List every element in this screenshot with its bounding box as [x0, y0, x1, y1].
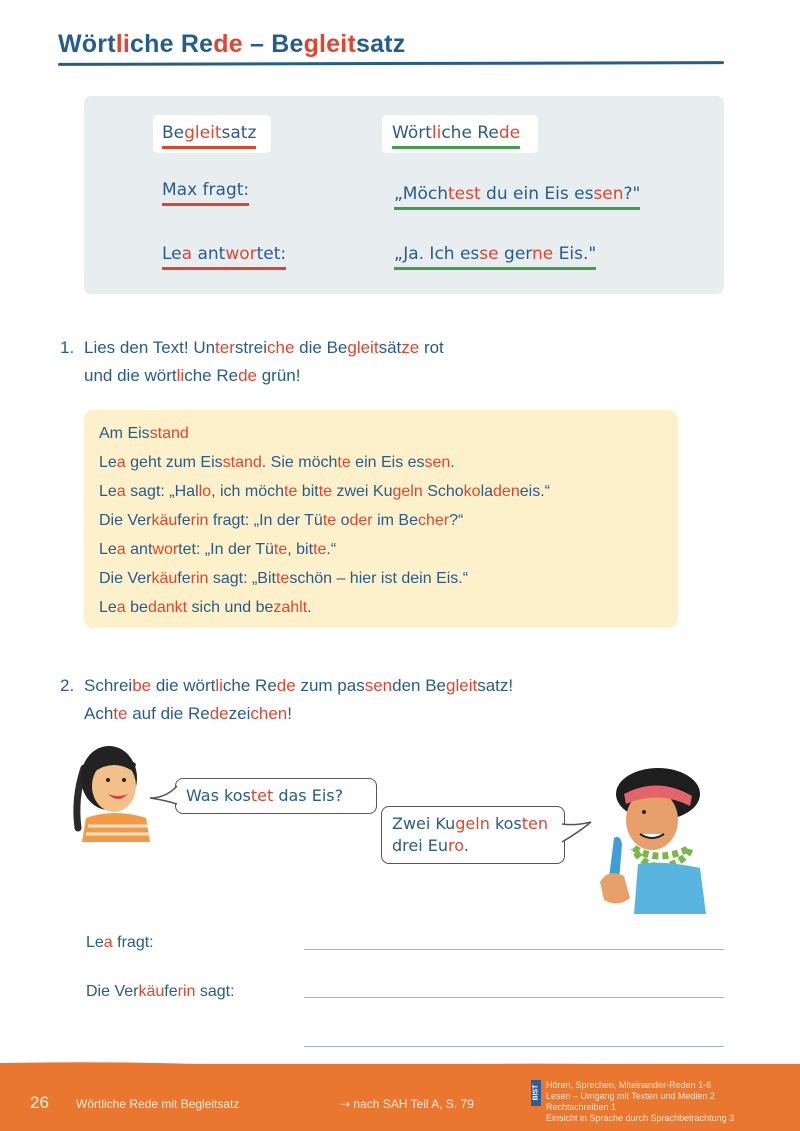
- footer-reference: ⇢ nach SAH Teil A, S. 79: [340, 1097, 474, 1111]
- text: geln: [392, 483, 423, 500]
- text: !: [287, 704, 292, 723]
- text: zahlt: [273, 599, 308, 616]
- text: „Möch: [394, 184, 448, 204]
- text: sagt: „Hal: [125, 483, 199, 500]
- text: Le: [99, 541, 117, 558]
- text: rin: [190, 570, 209, 587]
- text: ant: [125, 541, 153, 558]
- text: te: [318, 483, 333, 500]
- text: Ach: [84, 704, 114, 723]
- text: Scho: [422, 483, 464, 500]
- text: Was kos: [186, 786, 251, 805]
- page-title: [58, 30, 405, 59]
- text: a: [116, 483, 126, 500]
- text: se: [479, 244, 499, 264]
- text: de: [238, 366, 257, 385]
- text: dankt: [147, 599, 188, 616]
- example-begleitsatz-2: [162, 244, 286, 270]
- text: de: [498, 123, 521, 143]
- text: sagt:: [195, 983, 235, 1000]
- text: a: [116, 454, 126, 471]
- text: zum pas: [295, 676, 365, 695]
- title-part: – Be: [242, 30, 304, 58]
- example-begleitsatz-1: [162, 180, 249, 206]
- text: Le: [86, 934, 104, 951]
- text: Eis.": [553, 244, 597, 264]
- text: Le: [99, 599, 117, 616]
- text: te: [273, 541, 288, 558]
- bubble-text: [392, 813, 548, 857]
- text: a: [116, 541, 126, 558]
- text: du ein Eis es: [480, 184, 594, 204]
- bist-item: Einsicht in Sprache durch Sprachbetrachtung 3: [546, 1113, 735, 1123]
- text: Wört: [392, 123, 432, 143]
- text: tet:: [256, 244, 287, 264]
- text: ze: [401, 338, 420, 357]
- title-part: Wört: [58, 30, 116, 58]
- task-number: 1.: [60, 338, 75, 357]
- text: la: [480, 483, 494, 500]
- text: stand: [222, 454, 262, 471]
- text: Die Ver: [99, 512, 152, 529]
- vendor-illustration: [578, 764, 718, 914]
- header-woertliche-rede: [392, 123, 520, 149]
- text: Be: [162, 123, 185, 143]
- text: satz: [221, 123, 257, 143]
- example-rede-1: [394, 184, 640, 210]
- story-line: [99, 593, 550, 622]
- text: a: [116, 599, 126, 616]
- text: Die Ver: [99, 570, 152, 587]
- story-line: [99, 535, 550, 564]
- bubble-text: [186, 786, 343, 805]
- text: , ich möch: [211, 483, 284, 500]
- text: be: [132, 676, 152, 695]
- text: li: [215, 676, 223, 695]
- story-line: [99, 564, 550, 593]
- text: n: [510, 483, 520, 500]
- text: fe: [177, 512, 191, 529]
- answer-line-2[interactable]: [304, 997, 724, 998]
- bist-competencies: [546, 1080, 734, 1124]
- text: rin: [177, 983, 196, 1000]
- title-part: che Re: [130, 30, 214, 58]
- text: käu: [151, 570, 178, 587]
- text: te: [113, 704, 128, 723]
- text: käu: [138, 983, 165, 1000]
- text: tet: „In der Tü: [178, 541, 274, 558]
- bist-item: Lesen – Umgang mit Texten und Medien 2: [546, 1091, 715, 1101]
- text: geht zum Eis: [125, 454, 223, 471]
- text: Le: [99, 483, 117, 500]
- text: de: [276, 676, 296, 695]
- text: eis.“: [519, 483, 550, 500]
- text: ein Eis es: [350, 454, 425, 471]
- text: ro: [448, 836, 464, 855]
- text: .: [450, 454, 455, 471]
- story-box: [84, 410, 678, 628]
- text: lo: [198, 483, 212, 500]
- bist-badge: [531, 1080, 541, 1106]
- text: ten: [521, 814, 549, 833]
- text: die Be: [294, 338, 348, 357]
- text: te: [337, 454, 351, 471]
- text: che Re: [441, 123, 499, 143]
- text: fe: [177, 570, 191, 587]
- text: . Sie möch: [261, 454, 338, 471]
- text: ger: [498, 244, 532, 264]
- text: sen: [593, 184, 624, 204]
- text: ant: [192, 244, 226, 264]
- text: geln: [455, 814, 490, 833]
- answer-line-3[interactable]: [304, 1046, 724, 1047]
- bist-item: Rechtschreiben 1: [546, 1102, 617, 1112]
- text: te: [284, 483, 298, 500]
- task-1-instruction: [60, 334, 444, 390]
- task-number: 2.: [60, 676, 75, 695]
- text: gleit: [184, 123, 222, 143]
- story-title: [99, 419, 550, 448]
- text: schön – hier ist dein Eis.“: [289, 570, 469, 587]
- text: ?“: [449, 512, 464, 529]
- text: sen: [424, 454, 451, 471]
- text: te: [322, 512, 337, 529]
- text: be: [125, 599, 148, 616]
- text: te: [313, 541, 327, 558]
- text: ko: [463, 483, 481, 500]
- title-underline: [58, 61, 724, 66]
- speech-bubble-question: [175, 778, 377, 814]
- text: zwei Ku: [332, 483, 393, 500]
- title-part: satz: [355, 30, 406, 58]
- text: che: [267, 338, 295, 357]
- text: „Ja. Ich es: [394, 244, 480, 264]
- answer-label-verkaeuferin: [86, 983, 235, 1001]
- text: zei: [228, 704, 251, 723]
- text: Die Ver: [86, 983, 139, 1000]
- text: wor: [152, 541, 179, 558]
- text: che Re: [184, 366, 239, 385]
- title-part: li: [115, 30, 131, 58]
- example-rede-2: [394, 244, 596, 270]
- title-part: t: [347, 30, 356, 58]
- text: Am Eis: [99, 425, 150, 442]
- text: der: [349, 512, 373, 529]
- text: ter: [215, 338, 235, 357]
- text: und die wört: [84, 366, 177, 385]
- text: tet: [250, 786, 274, 805]
- example-box: [84, 96, 724, 294]
- text: ?": [623, 184, 641, 204]
- text: o: [336, 512, 350, 529]
- text: im Be: [372, 512, 418, 529]
- text: cher: [417, 512, 450, 529]
- text: fragt: „In der Tü: [208, 512, 323, 529]
- text: sen: [364, 676, 393, 695]
- answer-label-lea: [86, 934, 154, 952]
- page-number: 26: [30, 1093, 49, 1112]
- story-line: [99, 448, 550, 477]
- text: sagt: „Bit: [208, 570, 276, 587]
- text: , bit: [287, 541, 314, 558]
- bubble-tail-left: [148, 784, 178, 806]
- text: bit: [297, 483, 319, 500]
- text: a: [103, 934, 113, 951]
- header-begleitsatz: [162, 123, 256, 149]
- speech-bubble-answer: [381, 806, 565, 864]
- footer-title: Wörtliche Rede mit Begleitsatz: [76, 1097, 240, 1111]
- text: .“: [326, 541, 337, 558]
- bist-label: BIST: [532, 1084, 540, 1101]
- text: test: [448, 184, 481, 204]
- text: wor: [225, 244, 257, 264]
- text: drei Eu: [392, 836, 449, 855]
- text: Max fragt:: [162, 180, 250, 200]
- text: Schrei: [84, 676, 133, 695]
- text: li: [431, 123, 442, 143]
- text: chen: [250, 704, 288, 723]
- text: gleit: [347, 338, 379, 357]
- page-footer: [0, 1064, 800, 1131]
- text: ne: [531, 244, 554, 264]
- text: de: [493, 483, 511, 500]
- text: li: [176, 366, 185, 385]
- text: die wört: [151, 676, 216, 695]
- text: de: [209, 704, 229, 723]
- text: sät: [378, 338, 402, 357]
- text: Lies den Text! Un: [84, 338, 216, 357]
- text: strei: [234, 338, 268, 357]
- text: auf die Re: [127, 704, 210, 723]
- text: das Eis?: [273, 786, 344, 805]
- text: Le: [162, 244, 182, 264]
- text: Le: [99, 454, 117, 471]
- text: fragt:: [112, 934, 154, 951]
- text: sich und be: [187, 599, 274, 616]
- task-2-instruction: [60, 672, 513, 728]
- text: fe: [164, 983, 178, 1000]
- text: kos: [489, 814, 522, 833]
- text: den Be: [392, 676, 447, 695]
- text: .: [463, 836, 469, 855]
- text: stand: [149, 425, 189, 442]
- title-part: de: [213, 30, 243, 58]
- text: .: [307, 599, 312, 616]
- answer-line-1[interactable]: [304, 949, 724, 950]
- text: Zwei Ku: [392, 814, 456, 833]
- text: che Re: [222, 676, 277, 695]
- text: a: [181, 244, 193, 264]
- text: te: [275, 570, 290, 587]
- text: gleit: [446, 676, 478, 695]
- text: rin: [190, 512, 209, 529]
- bist-item: Hören, Sprechen, Miteinander-Reden 1-6: [546, 1080, 712, 1090]
- text: käu: [151, 512, 178, 529]
- text: satz!: [477, 676, 514, 695]
- text: rot: [419, 338, 444, 357]
- story-line: [99, 477, 550, 506]
- title-part: glei: [303, 30, 348, 58]
- text: grün!: [256, 366, 301, 385]
- story-line: [99, 506, 550, 535]
